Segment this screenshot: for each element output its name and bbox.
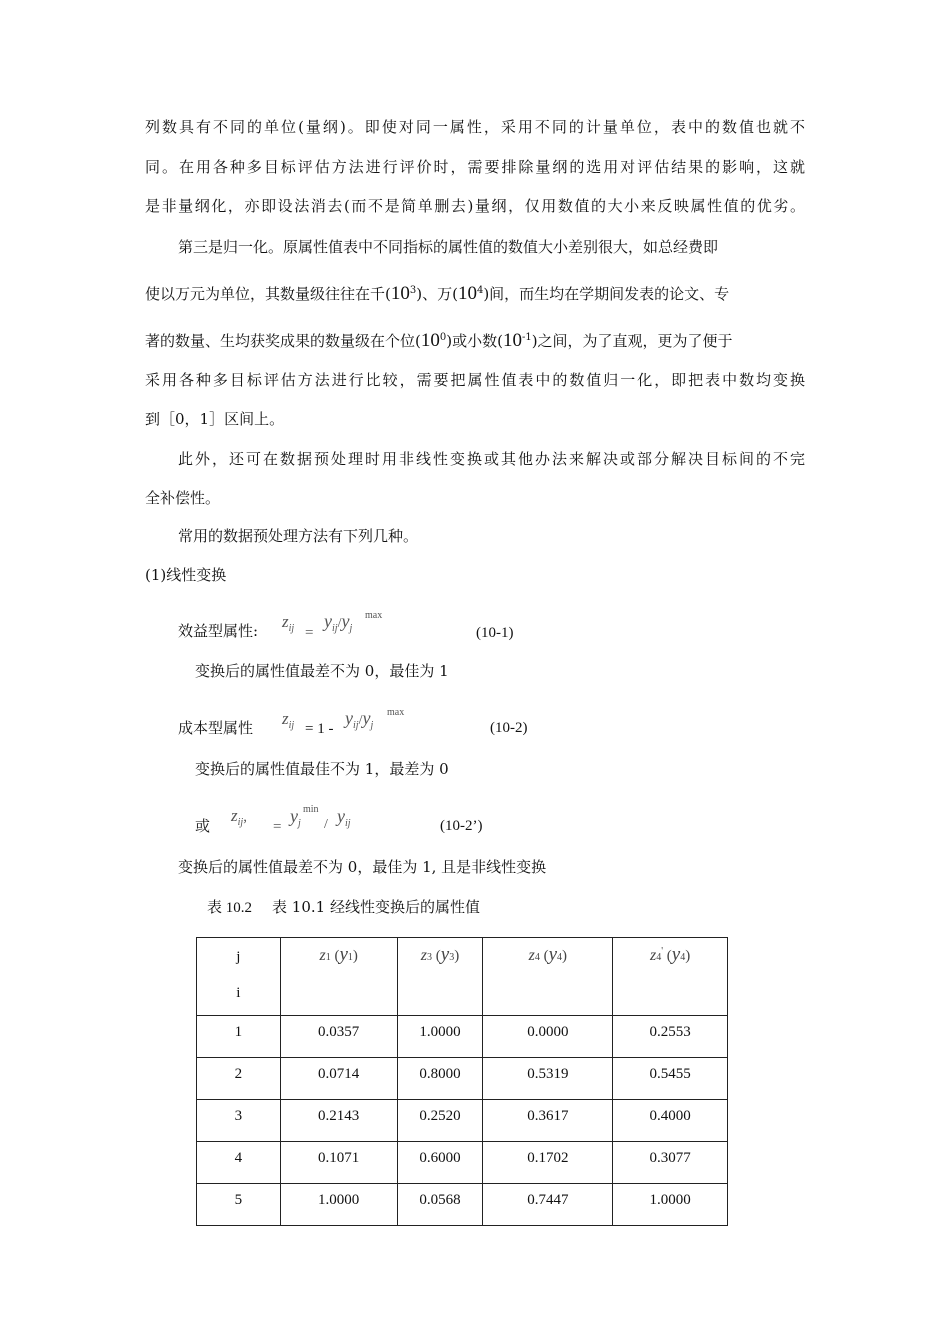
table-cell: 0.0357 — [280, 1016, 397, 1058]
math-prime: ' — [661, 946, 664, 957]
table-cell: 0.0000 — [483, 1016, 613, 1058]
math-slash: / — [324, 817, 328, 832]
math-var: z — [649, 947, 657, 964]
power-exp: 0 — [439, 332, 447, 343]
table-header-row — [197, 938, 728, 1016]
math-slash: / — [358, 713, 363, 728]
math-sub: ij — [288, 623, 295, 634]
data-table — [196, 937, 728, 1226]
header-i: i — [236, 985, 241, 1001]
math-eq: = — [305, 625, 314, 641]
math-sub: j — [298, 818, 301, 829]
text-span: 使以万元为单位，其数量级往往在千( — [145, 285, 391, 303]
header-col: z4 (y4) — [483, 938, 613, 1016]
math-sub: 4 — [680, 952, 686, 963]
math-prime: , — [243, 809, 247, 825]
paragraph-line: 到［0，1］区间上。 — [145, 410, 285, 428]
text-span: )或小数( — [446, 332, 503, 350]
caption-label: 表 10.2 — [207, 900, 253, 916]
text-span: )之间，为了直观，更为了便于 — [531, 332, 733, 350]
formula-label: 或 — [195, 817, 211, 835]
table-row — [197, 1100, 728, 1142]
math-sub: 4 — [534, 952, 540, 963]
caption-text: 表 10.1 经线性变换后的属性值 — [272, 898, 480, 916]
table-cell: 0.3617 — [483, 1100, 613, 1142]
table-cell: 1.0000 — [397, 1016, 483, 1058]
paragraph-line: 此外，还可在数据预处理时用非线性变换或其他办法来解决或部分解决目标间的不完 — [178, 450, 805, 468]
row-index: 3 — [197, 1100, 281, 1142]
math-denominator — [337, 806, 351, 834]
formula-note: 变换后的属性值最佳不为 1，最差为 0 — [195, 760, 449, 778]
power-exp: 4 — [476, 285, 484, 296]
power-base: 10 — [502, 330, 522, 351]
math-sub: ij — [345, 818, 351, 829]
row-index: 4 — [197, 1142, 281, 1184]
math-var: z — [231, 806, 238, 825]
math-sub: 3 — [449, 952, 455, 963]
header-j: j — [236, 949, 241, 965]
paragraph-line: 全补偿性。 — [145, 489, 221, 507]
paragraph-line — [145, 281, 729, 304]
math-var: y — [345, 708, 353, 728]
table-cell: 0.0568 — [397, 1184, 483, 1226]
table-cell: 0.5455 — [613, 1058, 728, 1100]
math-sup: max — [365, 610, 383, 621]
math-var: z — [528, 947, 535, 964]
header-col: z3 (y3) — [397, 938, 483, 1016]
text-span: 著的数量、生均获奖成果的数量级在个位( — [145, 332, 421, 350]
power-exp: 3 — [409, 285, 417, 296]
header-corner — [197, 938, 281, 1016]
paragraph-line: 常用的数据预处理方法有下列几种。 — [178, 527, 419, 545]
math-fraction — [324, 611, 352, 639]
equation-number: (10-2) — [490, 720, 528, 736]
table-cell: 0.8000 — [397, 1058, 483, 1100]
formula-label: 成本型属性 — [178, 719, 254, 737]
math-sub: ij — [332, 623, 338, 634]
power-base: 10 — [420, 330, 440, 351]
table-row — [197, 1058, 728, 1100]
paragraph-line — [145, 328, 733, 351]
math-sub: 3 — [427, 952, 433, 963]
math-sup: min — [303, 804, 319, 815]
math-sub: ij — [353, 720, 359, 731]
table-cell: 0.2520 — [397, 1100, 483, 1142]
table-row — [197, 1142, 728, 1184]
math-var: y — [548, 944, 558, 965]
math-var: y — [671, 944, 681, 965]
section-heading: (1)线性变换 — [145, 566, 227, 584]
table-caption — [207, 897, 480, 918]
formula-note: 变换后的属性值最差不为 0，最佳为 1 — [195, 662, 449, 680]
power-base: 10 — [390, 283, 410, 304]
header-col: z4' (y4) — [613, 938, 728, 1016]
table-cell: 0.5319 — [483, 1058, 613, 1100]
formula-10-2 — [282, 709, 294, 736]
math-sub: 4 — [557, 952, 563, 963]
row-index: 5 — [197, 1184, 281, 1226]
table-cell: 0.2553 — [613, 1016, 728, 1058]
math-var: y — [440, 944, 450, 965]
math-sub: 1 — [325, 952, 331, 963]
row-index: 2 — [197, 1058, 281, 1100]
math-sub: j — [370, 720, 374, 731]
math-var: z — [282, 612, 289, 631]
math-sub: 4 — [656, 952, 662, 963]
math-fraction — [345, 708, 373, 736]
math-sub: 1 — [347, 952, 353, 963]
text-span: )、万( — [416, 285, 458, 303]
paragraph-line: 是非量纲化，亦即设法消去(而不是简单删去)量纲，仅用数值的大小来反映属性值的优劣。 — [145, 197, 805, 215]
math-sub: j — [349, 623, 353, 634]
math-var: z — [420, 947, 428, 964]
math-sub: ij — [288, 720, 295, 731]
math-var: z — [319, 947, 326, 964]
text-span: )间，而生均在学期间发表的论文、专 — [483, 285, 730, 303]
table-cell: 1.0000 — [280, 1184, 397, 1226]
table-row — [197, 1016, 728, 1058]
table-cell: 0.1702 — [483, 1142, 613, 1184]
header-col: z1 (y1) — [280, 938, 397, 1016]
math-fraction — [290, 806, 301, 834]
power-base: 10 — [457, 283, 477, 304]
table-cell: 0.2143 — [280, 1100, 397, 1142]
table-cell: 0.7447 — [483, 1184, 613, 1226]
math-var: y — [341, 611, 350, 631]
math-var: y — [362, 708, 371, 728]
math-var: y — [290, 806, 298, 826]
math-eq: = — [273, 819, 282, 835]
paragraph-line: 第三是归一化。原属性值表中不同指标的属性值的数值大小差别很大，如总经费即 — [178, 238, 719, 256]
paragraph-line: 采用各种多目标评估方法进行比较，需要把属性值表中的数值归一化，即把表中数均变换 — [145, 371, 805, 389]
math-eq: = 1 - — [305, 721, 334, 737]
formula-10-1 — [282, 612, 294, 639]
power-exp: -1 — [521, 332, 532, 343]
table-cell: 1.0000 — [613, 1184, 728, 1226]
table-cell: 0.3077 — [613, 1142, 728, 1184]
math-var: y — [339, 944, 348, 965]
formula-label: 效益型属性: — [178, 622, 259, 640]
math-slash: / — [337, 616, 342, 631]
paragraph-line: 同。在用各种多目标评估方法进行评价时，需要排除量纲的选用对评估结果的影响，这就 — [145, 158, 805, 176]
equation-number: (10-1) — [476, 625, 514, 641]
table-cell: 0.1071 — [280, 1142, 397, 1184]
math-var: y — [324, 611, 332, 631]
row-index: 1 — [197, 1016, 281, 1058]
math-sup: max — [387, 707, 405, 718]
math-var: y — [337, 806, 345, 826]
math-sub: ij — [237, 817, 244, 828]
formula-note: 变换后的属性值最差不为 0，最佳为 1, 且是非线性变换 — [178, 858, 547, 876]
table-cell: 0.0714 — [280, 1058, 397, 1100]
table-cell: 0.4000 — [613, 1100, 728, 1142]
table-row — [197, 1184, 728, 1226]
equation-number: (10-2’) — [440, 818, 483, 834]
formula-10-2-prime — [231, 806, 247, 833]
paragraph-line: 列数具有不同的单位(量纲)。即使对同一属性，采用不同的计量单位，表中的数值也就不 — [145, 118, 805, 136]
math-var: z — [282, 709, 289, 728]
table-cell: 0.6000 — [397, 1142, 483, 1184]
